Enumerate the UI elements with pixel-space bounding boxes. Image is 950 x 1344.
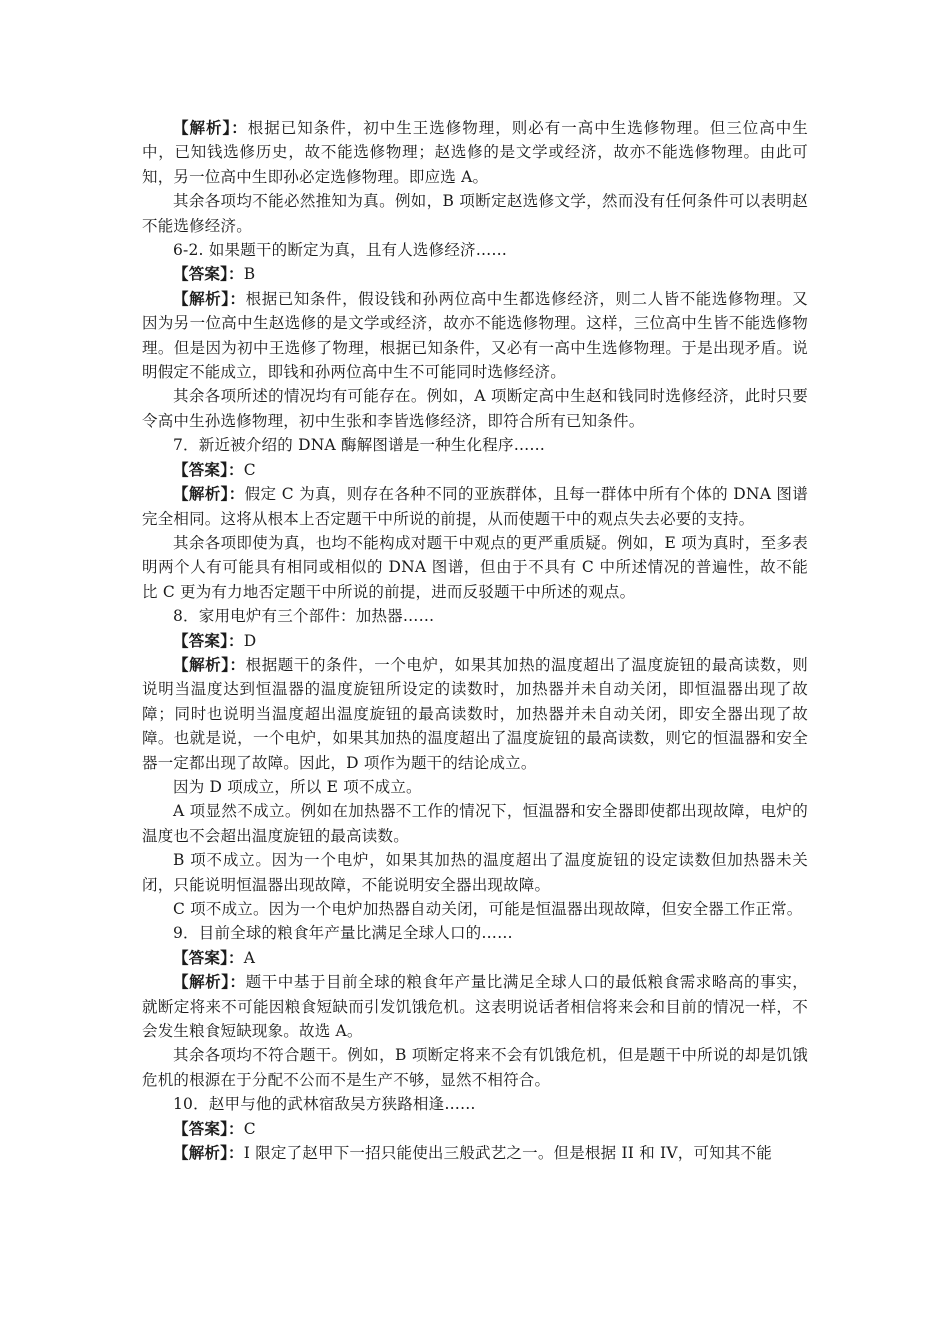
question-heading: 8．家用电炉有三个部件：加热器…… bbox=[173, 607, 435, 626]
answer-text: A bbox=[243, 948, 256, 967]
analysis-text: I 限定了赵甲下一招只能使出三般武艺之一。但是根据 II 和 IV，可知其不能 bbox=[243, 1144, 772, 1163]
analysis-paragraph bbox=[142, 287, 808, 385]
body-paragraph: 因为 D 项成立，所以 E 项不成立。 bbox=[173, 777, 422, 796]
analysis-text: 根据题干的条件，一个电炉，如果其加热的温度超出了温度旋钮的最高读数，则说明当温度达到恒温器的温度旋钮所设定的读数时，加热器并未自动关闭，即恒温器出现了故障；同时也说明当温度超出温度旋钮的最高读数时，加热器并未自动关闭，即安全器出现了故障。也就是说，一个电炉，如果其加热的温度超出了温度旋钮的最高读数，则它的恒温器和安全器一定都出现了故障。因此，D 项作为题干的结论成立。 bbox=[142, 655, 808, 772]
answer-label: 【答案】： bbox=[173, 264, 244, 284]
body-paragraph: 其余各项均不符合题干。例如，B 项断定将来不会有饥饿危机，但是题干中所说的却是饥饿危机的根源在于分配不公而不是生产不够，显然不相符合。 bbox=[142, 1046, 808, 1089]
answer-line bbox=[142, 629, 808, 653]
analysis-paragraph bbox=[142, 970, 808, 1043]
answer-label: 【答案】： bbox=[173, 459, 244, 479]
answer-line bbox=[142, 1117, 808, 1141]
answer-text: C bbox=[243, 460, 256, 479]
body-paragraph: C 项不成立。因为一个电炉加热器自动关闭，可能是恒温器出现故障，但安全器工作正常。 bbox=[173, 900, 803, 918]
analysis-label: 【解析】： bbox=[173, 288, 246, 308]
answer-line bbox=[142, 262, 808, 286]
analysis-text: 题干中基于目前全球的粮食年产量比满足全球人口的最低粮食需求略高的事实，就断定将来不可能因粮食短缺而引发饥饿危机。这表明说话者相信将来会和目前的情况一样，不会发生粮食短缺现象。故选 A。 bbox=[142, 973, 808, 1041]
body-paragraph: 其余各项均不能必然推知为真。例如，B 项断定赵选修文学，然而没有任何条件可以表明赵不能选修经济。 bbox=[142, 192, 808, 235]
answer-label: 【答案】： bbox=[173, 1118, 244, 1138]
answer-label: 【答案】： bbox=[173, 947, 244, 967]
body-paragraph: 其余各项即使为真，也均不能构成对题干中观点的更严重质疑。例如，E 项为真时，至多表明两个人有可能具有相同或相似的 DNA 图谱，但由于不具有 C 中所述情况的普遍性，故不能比 C 更为有力地否定题干中所说的前提，进而反驳题干中所述的观点。 bbox=[142, 533, 808, 601]
answer-label: 【答案】： bbox=[173, 630, 244, 650]
question-heading: 7．新近被介绍的 DNA 酶解图谱是一种生化程序…… bbox=[173, 436, 546, 455]
analysis-paragraph bbox=[142, 1141, 808, 1165]
answer-explanations bbox=[142, 116, 808, 1165]
body-paragraph: 其余各项所述的情况均有可能存在。例如，A 项断定高中生赵和钱同时选修经济，此时只要令高中生孙选修物理，初中生张和李皆选修经济，即符合所有已知条件。 bbox=[142, 387, 808, 430]
analysis-paragraph bbox=[142, 482, 808, 531]
analysis-label: 【解析】： bbox=[173, 118, 248, 137]
analysis-paragraph bbox=[142, 116, 808, 189]
answer-line bbox=[142, 946, 808, 970]
analysis-text: 根据已知条件，初中生王选修物理，则必有一高中生选修物理。但三位高中生中，已知钱选修历史，故不能选修物理；赵选修的是文学或经济，故亦不能选修物理。由此可知，另一位高中生即孙必定选修物理。即应选 A。 bbox=[142, 119, 808, 186]
analysis-paragraph bbox=[142, 653, 808, 775]
answer-line bbox=[142, 458, 808, 482]
body-paragraph: B 项不成立。因为一个电炉，如果其加热的温度超出了温度旋钮的设定读数但加热器未关闭，只能说明恒温器出现故障，不能说明安全器出现故障。 bbox=[142, 851, 808, 894]
analysis-text: 假定 C 为真，则存在各种不同的亚族群体，且每一群体中所有个体的 DNA 图谱完全相同。这将从根本上否定题干中所说的前提，从而使题干中的观点失去必要的支持。 bbox=[142, 485, 808, 528]
answer-text: D bbox=[243, 631, 257, 650]
question-heading: 10．赵甲与他的武林宿敌吴方狭路相逢…… bbox=[173, 1095, 476, 1114]
analysis-label: 【解析】： bbox=[173, 972, 246, 992]
analysis-label: 【解析】： bbox=[173, 654, 246, 674]
body-paragraph: A 项显然不成立。例如在加热器不工作的情况下，恒温器和安全器即使都出现故障，电炉的温度也不会超出温度旋钮的最高读数。 bbox=[142, 802, 808, 845]
question-heading: 6-2. 如果题干的断定为真，且有人选修经济…… bbox=[173, 241, 508, 260]
answer-text: C bbox=[243, 1119, 256, 1138]
analysis-text: 根据已知条件，假设钱和孙两位高中生都选修经济，则二人皆不能选修物理。又因为另一位高中生赵选修的是文学或经济，故亦不能选修物理。这样，三位高中生皆不能选修物理。但是因为初中王选修了物理，根据已知条件，又必有一高中生选修物理。于是出现矛盾。说明假定不能成立，即钱和孙两位高中生不可能同时选修经济。 bbox=[142, 289, 808, 382]
analysis-label: 【解析】： bbox=[173, 484, 245, 504]
analysis-label: 【解析】： bbox=[173, 1143, 244, 1163]
answer-text: B bbox=[243, 265, 256, 284]
question-heading: 9．目前全球的粮食年产量比满足全球人口的…… bbox=[173, 924, 513, 943]
